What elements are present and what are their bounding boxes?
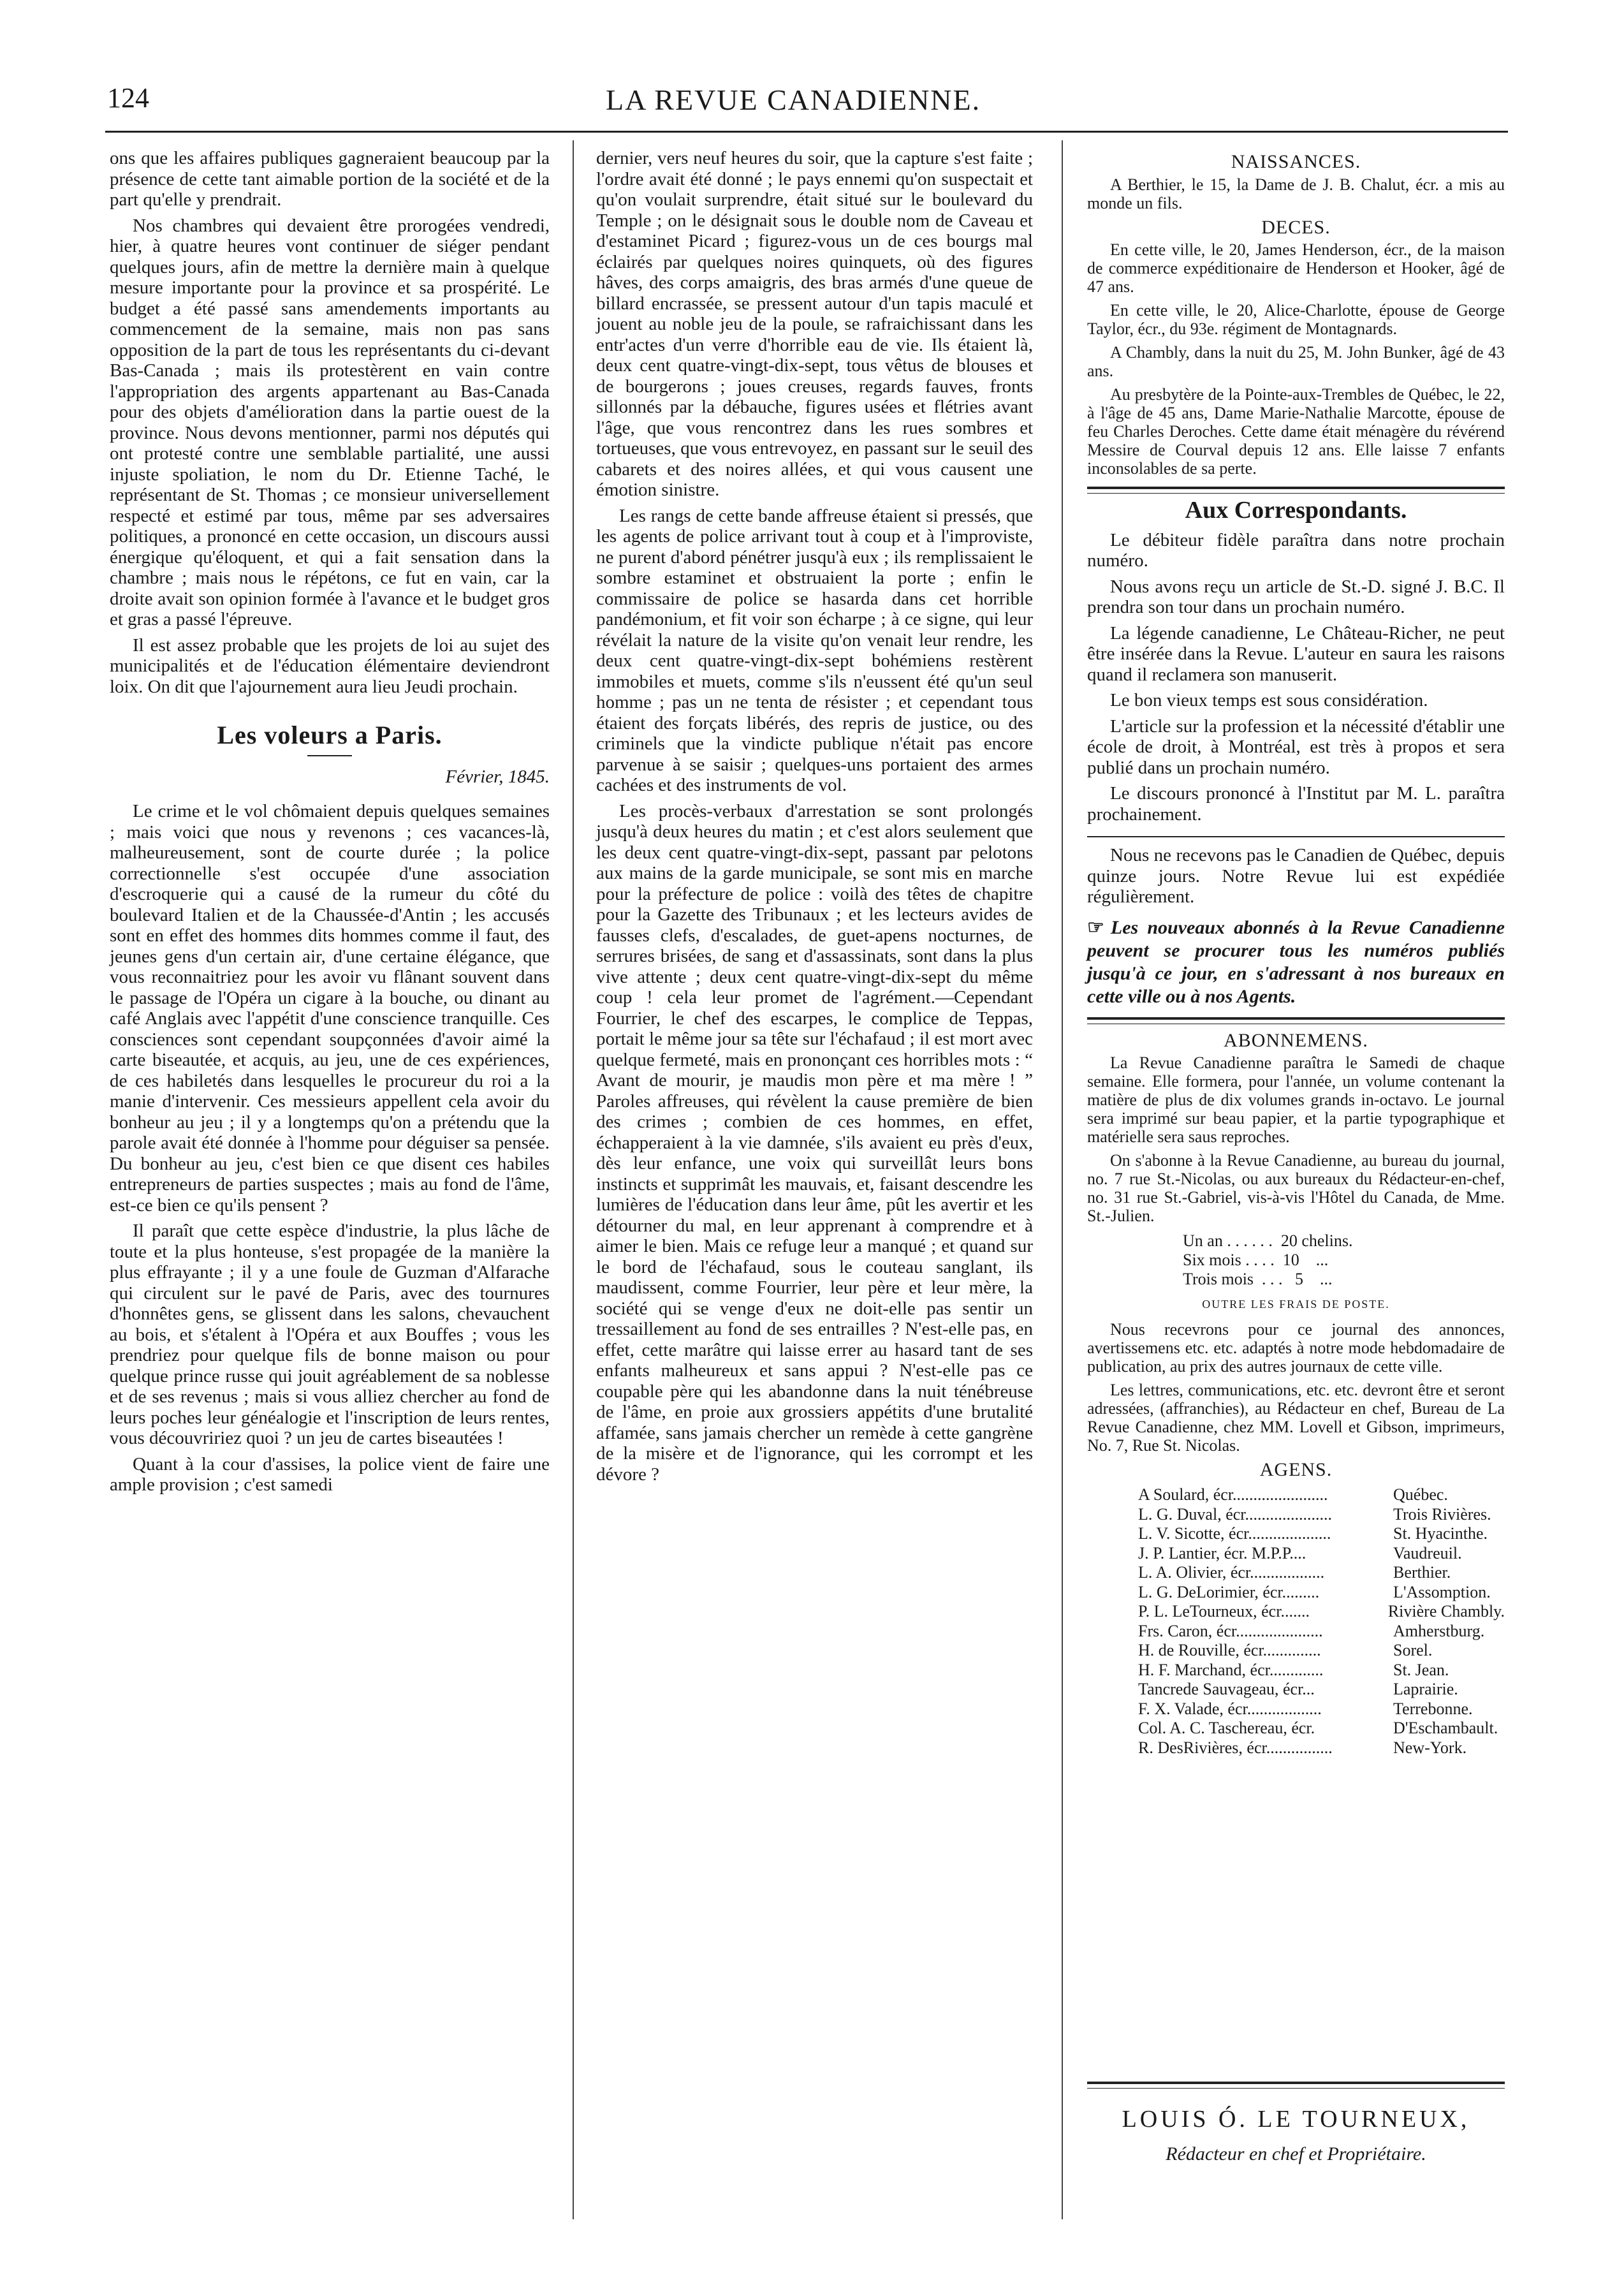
editor-title: Rédacteur en chef et Propriétaire. xyxy=(1166,2143,1426,2164)
story-paragraph: Il paraît que cette espèce d'industrie, la plus lâche de toute et la plus honteuse, s'est propagée de la manière la plus effrayante ; il y a une foule de Guzman d'Alfarache qui circulent sur le pavé de Paris, avec des tournures d'honnêtes gens, se glissent dans les salons, chevauchent au bois, et s'étalent à l'Opéra et aux Bouffes ; vous les prendriez pour quelque fils de bonne maison ou pour quelque prince russe qui jouit agréablement de sa noblesse et de ses revenus ; mais si vous alliez chercher au fond de leurs poches leur généalogie et l'inscription de leurs rentes, vous découvririez quoi ? un jeu de cartes biseautées ! xyxy=(110,1221,550,1448)
section-rule xyxy=(307,755,352,756)
subscription-text: La Revue Canadienne paraîtra le Samedi de chaque semaine. Elle formera, pour l'année, un volume contenant la matière de plus de dix volumes grands in-octavo. Le journal sera imprimé sur beau papier, et la partie typographique et matérielle sera saus reproches. xyxy=(1087,1054,1505,1146)
canadien-note: Nous ne recevons pas le Canadien de Québec, depuis quinze jours. Notre Revue lui est expédiée régulièrement. xyxy=(1087,845,1505,907)
agent-row xyxy=(1138,1661,1505,1680)
correspondent-note: Nous avons reçu un article de St.-D. signé J. B.C. Il prendra son tour dans un prochain numéro. xyxy=(1087,576,1505,617)
agent-town: Rivière Chambly. xyxy=(1387,1602,1505,1620)
dateline: Février, 1845. xyxy=(445,766,550,787)
agent-town: Berthier. xyxy=(1393,1563,1451,1582)
subscribers-notice-text: Les nouveaux abonnés à la Revue Canadienne peuvent se procurer tous les numéros publiés jusqu'à ce jour, en s'adressant à nos bureaux en cette ville ou à nos Agents. xyxy=(1087,916,1505,1007)
agent-name: P. L. LeTourneux, écr....... xyxy=(1138,1602,1310,1620)
agent-name: J. P. Lantier, écr. M.P.P.... xyxy=(1138,1543,1306,1562)
agent-name: Frs. Caron, écr..................... xyxy=(1138,1621,1323,1640)
section-rule xyxy=(1087,487,1505,494)
correspondent-note: Le discours prononcé à l'Institut par M. L. paraîtra prochainement. xyxy=(1087,783,1505,825)
agent-name: Tancrede Sauvageau, écr... xyxy=(1138,1680,1315,1698)
story-paragraph: Les procès-verbaux d'arrestation se sont prolongés jusqu'à deux heures du matin ; et c'est alors seulement que les deux cent quatre-vingt-dix-sept, passant par pelotons aux mains de la garde municipale, se sont mis en marche pour la préfecture de police : voilà des têtes de chapitre pour la Gazette des Tribunaux ; et les lecteurs avides de fausses clefs, d'escalades, de guet-apens nocturnes, de serrures brisées, de sang et d'assassinats, sont dans la plus vive attente ; deux cent quatre-vingt-dix-sept du même coup ! cela leur promet de l'agrément.—Cependant Fourrier, le chef des escarpes, le complice de Teppas, portait le même jour sa tête sur l'échafaud ; il est mort avec quelque fermeté, mais en prononçant ces horribles mots : “ Avant de mourir, je maudis mon père et ma mère ! ” Paroles affreuses, qui révèlent la cause première de bien des crimes ; combien de ces hommes, en effet, échapperaient à la vie damnée, s'ils avaient eu près d'eux, dès leur enfance, une voix qui surveillât leurs bons instincts et supprimât les mauvais, et, faisant descendre les lumières de l'éducation dans leur âme, pût les avertir et les détourner du mal, en leur apprenant à comprendre et à aimer le bien. Mais ce refuge leur a manqué ; et quand sur le bord de l'échafaud, sous le couteau sanglant, ils maudissent, comme Fourrier, leur père et leur mère, la société qui se venge d'eux ne doit-elle pas sentir un tressaillement au fond de ses entrailles ? N'est-elle pas, en effet, cette marâtre qui laisse errer au hasard tant de ses enfants malheureux et sans appui ? N'est-elle pas ce coupable père qui les abandonne dans la nuit ténébreuse de l'âme, en proie aux grossiers appétits d'une brutalité affamée, sans jamais chercher un remède à cette gangrène de la misère et de l'ignorance, qui les corrompt et les dévore ? xyxy=(596,800,1033,1485)
subscriptions-heading: ABONNEMENS. xyxy=(1224,1029,1368,1051)
story-paragraph: Le crime et le vol chômaient depuis quelques semaines ; mais voici que nous y revenons ; ces vacances-là, malheureusement, sont de courte durée ; la police correctionnelle s'est occupée d'une association d'escroquerie qui a causé de la rumeur du côté du boulevard Italien et de la Chaussée-d'Antin ; les accusés sont en effet des hommes dits hommes comme il faut, des jeunes gens d'un certain air, d'une certaine élégance, que vous reconnaitriez pour les avoir vu flânant souvent dans le passage de l'Opéra un cigare à la bouche, ou dinant au café Anglais avec l'appétit d'une conscience tranquille. Ces consciences sont cependant soupçonnées d'avoir aimé la carte biseautée, et acquis, au jeu, une de ces expériences, de ces habiletés dans lesquelles le procureur du roi a la manie d'intervenir. Ces messieurs appellent cela avoir du bonheur au jeu ; il y a longtemps qu'on a prétendu que la parole avait été donnée à l'homme pour déguiser sa pensée. Du bonheur au jeu, c'est bien ce que disent ces habiles entrepreneurs de parties suspectes ; mais au fond de l'âme, est-ce bien ce qu'ils pensent ? xyxy=(110,801,550,1216)
price-row: Trois mois . . . 5 ... xyxy=(1183,1270,1333,1288)
death-notice: En cette ville, le 20, James Henderson, écr., de la maison de commerce expéditionaire de Henderson et Hooker, âgé de 47 ans. xyxy=(1087,240,1505,296)
pointing-hand-icon: ☞ xyxy=(1087,916,1104,938)
correspondent-note: La légende canadienne, Le Château-Richer, ne peut être insérée dans la Revue. L'auteur en saura les raisons quand il reclamera son manuserit. xyxy=(1087,622,1505,685)
agent-town: Trois Rivières. xyxy=(1393,1504,1491,1524)
story-paragraph: Les rangs de cette bande affreuse étaient si pressés, que les agents de police arrivant tout à coup et à l'improviste, ne purent d'abord pénétrer jusqu'à eux ; ils remplissaient le sombre estaminet et obstruaient la porte ; enfin le commissaire de police se hasarda dans cet horrible pandémonium, et fit voir son écharpe ; à ce signe, qui leur révélait la nature de la visite qu'on venait leur rendre, les deux cent quatre-vingt-dix-sept bohémiens restèrent immobiles et muets, comme s'ils n'eussent été qu'un seul homme ; pas un ne tenta de résister ; et cependant tous étaient des forçats libérés, des repris de justice, ou des criminels que la vindicte publique n'était pas encore parvenue à se saisir ; quelques-uns portaient des armes cachées et des instruments de vol. xyxy=(596,505,1033,795)
paragraph: ons que les affaires publiques gagneraient beaucoup par la présence de cette tant aimable portion de la société et de la part qu'elle y prendrait. xyxy=(110,148,550,210)
agent-row xyxy=(1138,1563,1505,1583)
section-rule xyxy=(1087,836,1505,837)
agent-row xyxy=(1138,1505,1505,1525)
agent-town: Québec. xyxy=(1393,1485,1448,1504)
agent-row xyxy=(1138,1485,1505,1505)
agent-name: H. F. Marchand, écr............. xyxy=(1138,1660,1324,1679)
section-title: Les voleurs a Paris. xyxy=(217,721,443,749)
agent-town: St. Hyacinthe. xyxy=(1393,1524,1488,1543)
agent-row xyxy=(1138,1544,1505,1564)
agent-town: Terrebonne. xyxy=(1393,1699,1473,1718)
editor-name: LOUIS Ó. LE TOURNEUX, xyxy=(1122,2106,1470,2133)
header-rule xyxy=(105,131,1508,133)
agent-town: Sorel. xyxy=(1393,1641,1433,1659)
subscribers-notice xyxy=(1087,916,1505,1008)
agent-town: St. Jean. xyxy=(1393,1660,1449,1679)
running-head: LA REVUE CANADIENNE. xyxy=(606,84,981,116)
column-3 xyxy=(1087,148,1505,1758)
agent-name: Col. A. C. Taschereau, écr. xyxy=(1138,1719,1315,1737)
agent-row xyxy=(1138,1622,1505,1642)
agent-town: Amherstburg. xyxy=(1393,1621,1485,1640)
agent-row xyxy=(1138,1524,1505,1544)
agent-name: L. A. Olivier, écr.................. xyxy=(1138,1563,1325,1582)
price-row: Six mois . . . . 10 ... xyxy=(1183,1251,1329,1269)
agent-row xyxy=(1138,1700,1505,1719)
page-number: 124 xyxy=(107,82,149,114)
correspondent-note: Le débiteur fidèle paraîtra dans notre prochain numéro. xyxy=(1087,529,1505,571)
agent-row xyxy=(1138,1583,1505,1603)
agents-heading: AGENS. xyxy=(1259,1458,1333,1480)
agent-name: L. V. Sicotte, écr.................... xyxy=(1138,1524,1331,1543)
column-2 xyxy=(596,148,1033,1490)
agents-list xyxy=(1138,1485,1505,1758)
agent-name: A Soulard, écr....................... xyxy=(1138,1485,1328,1504)
correspondents-heading: Aux Correspondants. xyxy=(1185,497,1407,524)
advertising-text: Les lettres, communications, etc. etc. devront être et seront adressées, (affranchies), au Rédacteur en chef, Bureau de La Revue Canadienne, chez MM. Lovell et Gibson, imprimeurs, No. 7, Rue St. Nicolas. xyxy=(1087,1380,1505,1455)
death-notice: En cette ville, le 20, Alice-Charlotte, épouse de George Taylor, écr., du 93e. régiment de Montagnards. xyxy=(1087,301,1505,338)
signature-rule xyxy=(1087,2082,1505,2089)
agent-row xyxy=(1138,1602,1505,1622)
subscription-text: On s'abonne à la Revue Canadienne, au bureau du journal, no. 7 rue St.-Nicolas, ou aux bureaux du Rédacteur-en-chef, no. 31 rue St.-Gabriel, vis-à-vis l'Hôtel du Canada, de Mme. St.-Julien. xyxy=(1087,1151,1505,1225)
postage-note: OUTRE LES FRAIS DE POSTE. xyxy=(1202,1298,1390,1311)
paragraph: Il est assez probable que les projets de loi au sujet des municipalités et de l'éducation élémentaire deviendront loix. On dit que l'ajournement aura lieu Jeudi prochain. xyxy=(110,635,550,697)
section-rule xyxy=(1087,1017,1505,1024)
agent-row xyxy=(1138,1738,1505,1758)
agent-name: F. X. Valade, écr.................. xyxy=(1138,1699,1322,1718)
agent-name: L. G. Duval, écr..................... xyxy=(1138,1504,1333,1524)
advertising-text: Nous recevrons pour ce journal des annonces, avertissemens etc. etc. adaptés à notre mode hebdomadaire de publication, au prix des autres journaux de cette ville. xyxy=(1087,1319,1505,1376)
agent-town: Vaudreuil. xyxy=(1393,1543,1462,1562)
agent-row xyxy=(1138,1680,1505,1700)
agent-name: R. DesRivières, écr................ xyxy=(1138,1738,1333,1757)
column-1 xyxy=(110,148,550,1501)
agent-row xyxy=(1138,1719,1505,1738)
editor-signature xyxy=(1087,2082,1505,2165)
correspondent-note: L'article sur la profession et la nécessité d'établir une école de droit, à Montréal, est très à propos et sera publié dans un prochain numéro. xyxy=(1087,716,1505,778)
price-row: Un an . . . . . . 20 chelins. xyxy=(1183,1231,1353,1250)
column-divider xyxy=(1062,140,1063,2219)
story-paragraph: dernier, vers neuf heures du soir, que la capture s'est faite ; l'ordre avait été donné ; le pays ennemi qu'on suspectait et qu'on voulait surprendre, était situé sur le boulevard du Temple ; on le désignait sous le double nom de Caveau et d'estaminet Picard ; figurez-vous un de ces bourgs mal éclairés par quelques noires quinquets, où des figures hâves, des corps amaigris, des bras armés d'une queue de billard encrassée, se pressent autour d'un tapis maculé et jouent au noble jeu de la poule, se rafraichissant dans les entr'actes d'un verre d'horrible eau de vie. Ils étaient là, deux cent quatre-vingt-dix-sept, tous vêtus de blouses et de bourgerons ; joues creuses, regards fauves, fronts sillonnés par la débauche, figures usées et flétries avant l'âge, que vous rencontrez dans les rues sombres et tortueuses, que vous entrevoyez, en passant sur le seuil des cabarets et des noires allées, et qui vous causent une émotion sinistre. xyxy=(596,148,1033,500)
correspondent-note: Le bon vieux temps est sous considération. xyxy=(1110,690,1428,710)
deaths-heading: DECES. xyxy=(1261,216,1331,238)
story-paragraph: Quant à la cour d'assises, la police vient de faire une ample provision ; c'est samedi xyxy=(110,1453,550,1495)
agent-town: New-York. xyxy=(1393,1738,1467,1757)
death-notice: A Chambly, dans la nuit du 25, M. John Bunker, âgé de 43 ans. xyxy=(1087,343,1505,380)
agent-row xyxy=(1138,1641,1505,1661)
column-divider xyxy=(573,140,574,2219)
death-notice: Au presbytère de la Pointe-aux-Trembles de Québec, le 22, à l'âge de 45 ans, Dame Marie-Nathalie Marcotte, épouse de feu Charles Deroches. Cette dame était ménagère du révérend Messire de Courval depuis 12 ans. Elle laisse 7 enfants inconsolables de sa perte. xyxy=(1087,385,1505,478)
births-heading: NAISSANCES. xyxy=(1231,151,1361,172)
birth-notice: A Berthier, le 15, la Dame de J. B. Chalut, écr. a mis au monde un fils. xyxy=(1087,175,1505,212)
price-list xyxy=(1183,1231,1505,1289)
paragraph: Nos chambres qui devaient être prorogées vendredi, hier, à quatre heures vont continuer de siéger pendant quelques jours, afin de mettre la dernière main à quelque mesure importante pour la province et sa prospérité. Le budget a été passé sans amendements importants au commencement de la semaine, mais non pas sans opposition de la part de tous les représentants du ci-devant Bas-Canada ; mais ils protestèrent en vain contre l'appropriation des argents appartenant au Bas-Canada pour des objets d'amélioration dans la partie ouest de la province. Nous devons mentionner, parmi nos députés qui ont protesté contre une semblable partialité, une aussi injuste spoliation, le nom du Dr. Etienne Taché, le représentant de St. Thomas ; ce monsieur universellement respecté et estimé par tous, même par ses adversaires politiques, a prononcé en cette occasion, un discours aussi énergique qu'éloquent, et qui a fait sensation dans la chambre ; mais nous le répétons, ce fut en vain, car la droite avait son opinion formée à l'avance et le budget gros et gras a passé l'épreuve. xyxy=(110,215,550,629)
agent-town: L'Assomption. xyxy=(1393,1582,1491,1601)
agent-name: H. de Rouville, écr.............. xyxy=(1138,1641,1321,1659)
agent-town: Laprairie. xyxy=(1393,1680,1458,1698)
agent-name: L. G. DeLorimier, écr......... xyxy=(1138,1582,1320,1601)
agent-town: D'Eschambault. xyxy=(1393,1719,1498,1737)
